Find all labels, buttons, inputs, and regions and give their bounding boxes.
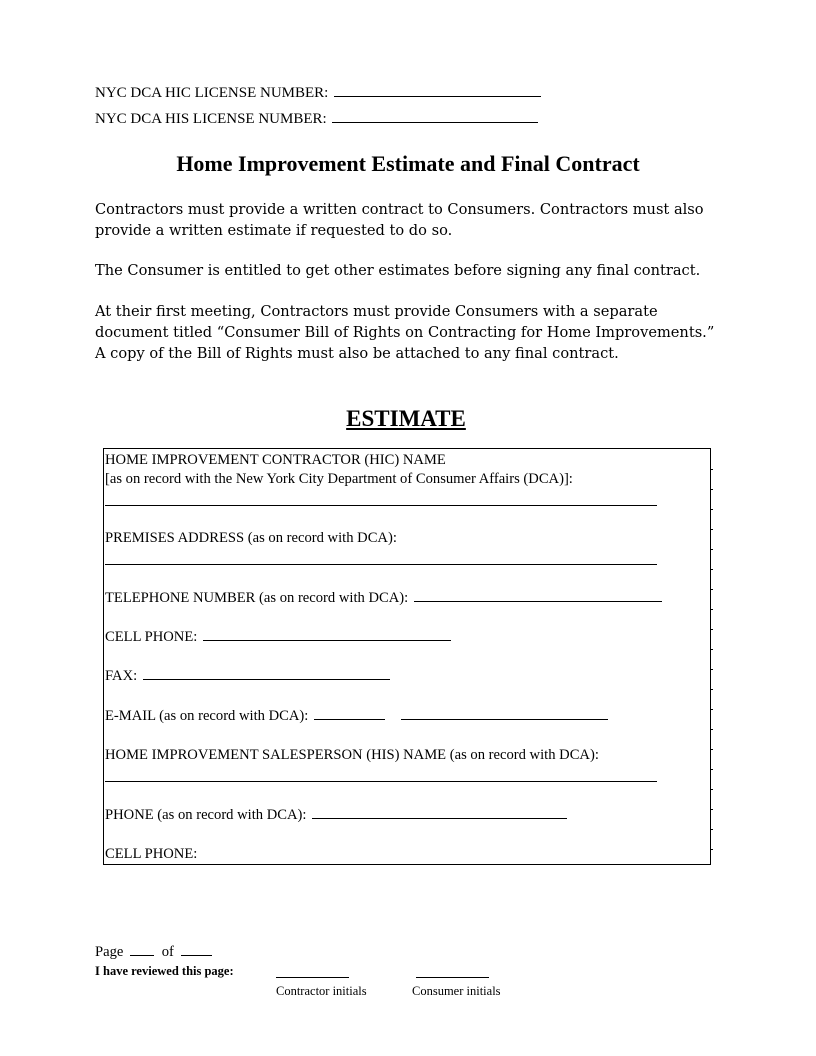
reviewed-label: I have reviewed this page: [95,964,234,978]
document-title: Home Improvement Estimate and Final Contract [176,151,640,176]
telephone-row [105,589,662,607]
paragraph-bill-of-rights: At their first meeting, Contractors must provide Consumers with a separate document titled “Consumer Bill of Rights on Contracting for Home Improvements.” A copy of the Bill of Rights must also be attached to any final contract. [95,303,715,362]
premises-address-label: PREMISES ADDRESS (as on record with DCA): [105,530,397,546]
his-phone-label: PHONE (as on record with DCA): [105,807,307,823]
cell-phone-row [105,628,451,646]
paragraph-other-estimates: The Consumer is entitled to get other estimates before signing any final contract. [95,262,701,279]
his-license-blank[interactable] [332,110,538,123]
page-label: Page [95,944,124,960]
contractor-initials-label: Contractor initials [276,984,367,998]
his-license-row [95,110,538,128]
salesperson-name-blank[interactable] [105,781,657,782]
telephone-blank[interactable] [414,589,662,602]
page-total-blank[interactable] [181,943,212,956]
his-phone-blank[interactable] [312,806,567,819]
consumer-initials-blank[interactable] [416,977,489,978]
premises-address-blank[interactable] [105,564,657,565]
cell-phone-label: CELL PHONE: [105,629,198,645]
paragraph-written-contract: Contractors must provide a written contract to Consumers. Contractors must also provide a written estimate if requested to do so. [95,201,704,239]
hic-name-sublabel: [as on record with the New York City Department of Consumer Affairs (DCA)]: [105,471,573,487]
contractor-initials-blank[interactable] [276,977,349,978]
email-blank-domain[interactable] [401,707,608,720]
cell-phone-blank[interactable] [203,628,451,641]
email-blank-user[interactable] [314,707,385,720]
hic-license-blank[interactable] [334,84,541,97]
estimate-heading: ESTIMATE [346,406,466,431]
box-right-edge-ticks [711,449,713,864]
hic-name-label: HOME IMPROVEMENT CONTRACTOR (HIC) NAME [105,452,446,468]
consumer-initials-label: Consumer initials [412,984,501,998]
hic-license-row [95,84,541,102]
estimate-form-box [103,448,711,865]
his-phone-row [105,806,567,824]
his-cell-phone-label: CELL PHONE: [105,846,198,862]
his-license-label: NYC DCA HIS LICENSE NUMBER: [95,111,327,127]
salesperson-name-label: HOME IMPROVEMENT SALESPERSON (HIS) NAME (as on record with DCA): [105,747,599,763]
hic-name-blank[interactable] [105,505,657,506]
page-number-row [95,943,212,961]
hic-license-label: NYC DCA HIC LICENSE NUMBER: [95,85,329,101]
email-row [105,707,608,725]
email-label: E-MAIL (as on record with DCA): [105,708,309,724]
of-label: of [161,944,174,960]
page-number-blank[interactable] [130,943,154,956]
telephone-label: TELEPHONE NUMBER (as on record with DCA): [105,590,409,606]
fax-row [105,667,390,685]
fax-label: FAX: [105,668,138,684]
fax-blank[interactable] [143,667,390,680]
